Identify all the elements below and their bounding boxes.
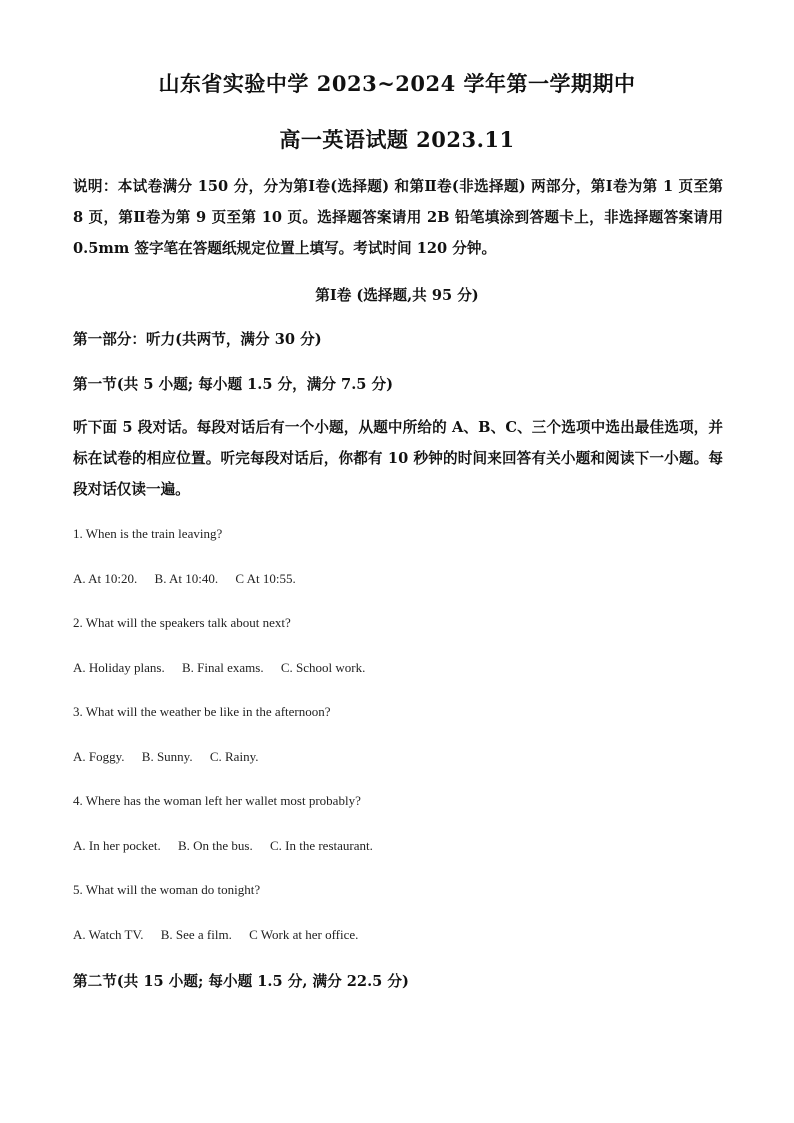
- listening-directions: 听下面 5 段对话。每段对话后有一个小题，从题中所给的 A、B、C、三个选项中选出最佳选项，并标在试卷的相应位置。听完每段对话后，你都有 10 秒钟的时间来回答有关小题和阅读下一小题。每段对话仅读一遍。: [73, 419, 723, 498]
- question-options: [73, 838, 387, 854]
- option-b: B. At 10:40.: [154, 571, 219, 586]
- question-options: [73, 927, 372, 943]
- option-b: B. Final exams.: [181, 660, 264, 675]
- exam-subtitle: 高一英语试题 2023.11: [279, 127, 515, 152]
- option-a: A. Holiday plans.: [73, 660, 165, 675]
- option-c: C. Rainy.: [209, 749, 259, 764]
- option-c: C. School work.: [280, 660, 366, 675]
- option-c: C. In the restaurant.: [269, 838, 373, 853]
- exam-title: 山东省实验中学 2023~2024 学年第一学期期中: [158, 71, 636, 96]
- option-c: C Work at her office.: [249, 927, 359, 942]
- option-a: A. At 10:20.: [73, 571, 138, 586]
- option-a: A. Watch TV.: [73, 927, 144, 942]
- question-options: [73, 571, 310, 587]
- volume-heading: 第Ⅰ卷 (选择题,共 95 分): [315, 287, 479, 304]
- exam-instructions: 说明：本试卷满分 150 分，分为第Ⅰ卷(选择题) 和第Ⅱ卷(非选择题) 两部分，第Ⅰ卷为第 1 页至第 8 页，第Ⅱ卷为第 9 页至第 10 页。选择题答案请用 2B 铅笔填涂到答题卡上，非选择题答案请用 0.5mm 签字笔在答题纸规定位置上填写。考试时间 120 分钟。: [73, 178, 723, 257]
- question-options: [73, 749, 272, 765]
- question-text: 3. What will the weather be like in the afternoon?: [73, 704, 331, 719]
- section-heading: 第二节(共 15 小题; 每小题 1.5 分, 满分 22.5 分): [73, 973, 409, 990]
- part-heading: 第一部分：听力(共两节，满分 30 分): [73, 331, 322, 348]
- option-b: B. Sunny.: [141, 749, 193, 764]
- section-heading: 第一节(共 5 小题; 每小题 1.5 分，满分 7.5 分): [73, 376, 394, 393]
- option-b: B. On the bus.: [177, 838, 253, 853]
- question-options: [73, 660, 379, 676]
- option-b: B. See a film.: [160, 927, 232, 942]
- option-a: A. In her pocket.: [73, 838, 161, 853]
- question-text: 2. What will the speakers talk about next?: [73, 615, 291, 630]
- option-a: A. Foggy.: [73, 749, 125, 764]
- option-c: C At 10:55.: [235, 571, 296, 586]
- question-text: 4. Where has the woman left her wallet most probably?: [73, 793, 361, 808]
- question-text: 1. When is the train leaving?: [73, 526, 223, 541]
- question-text: 5. What will the woman do tonight?: [73, 882, 261, 897]
